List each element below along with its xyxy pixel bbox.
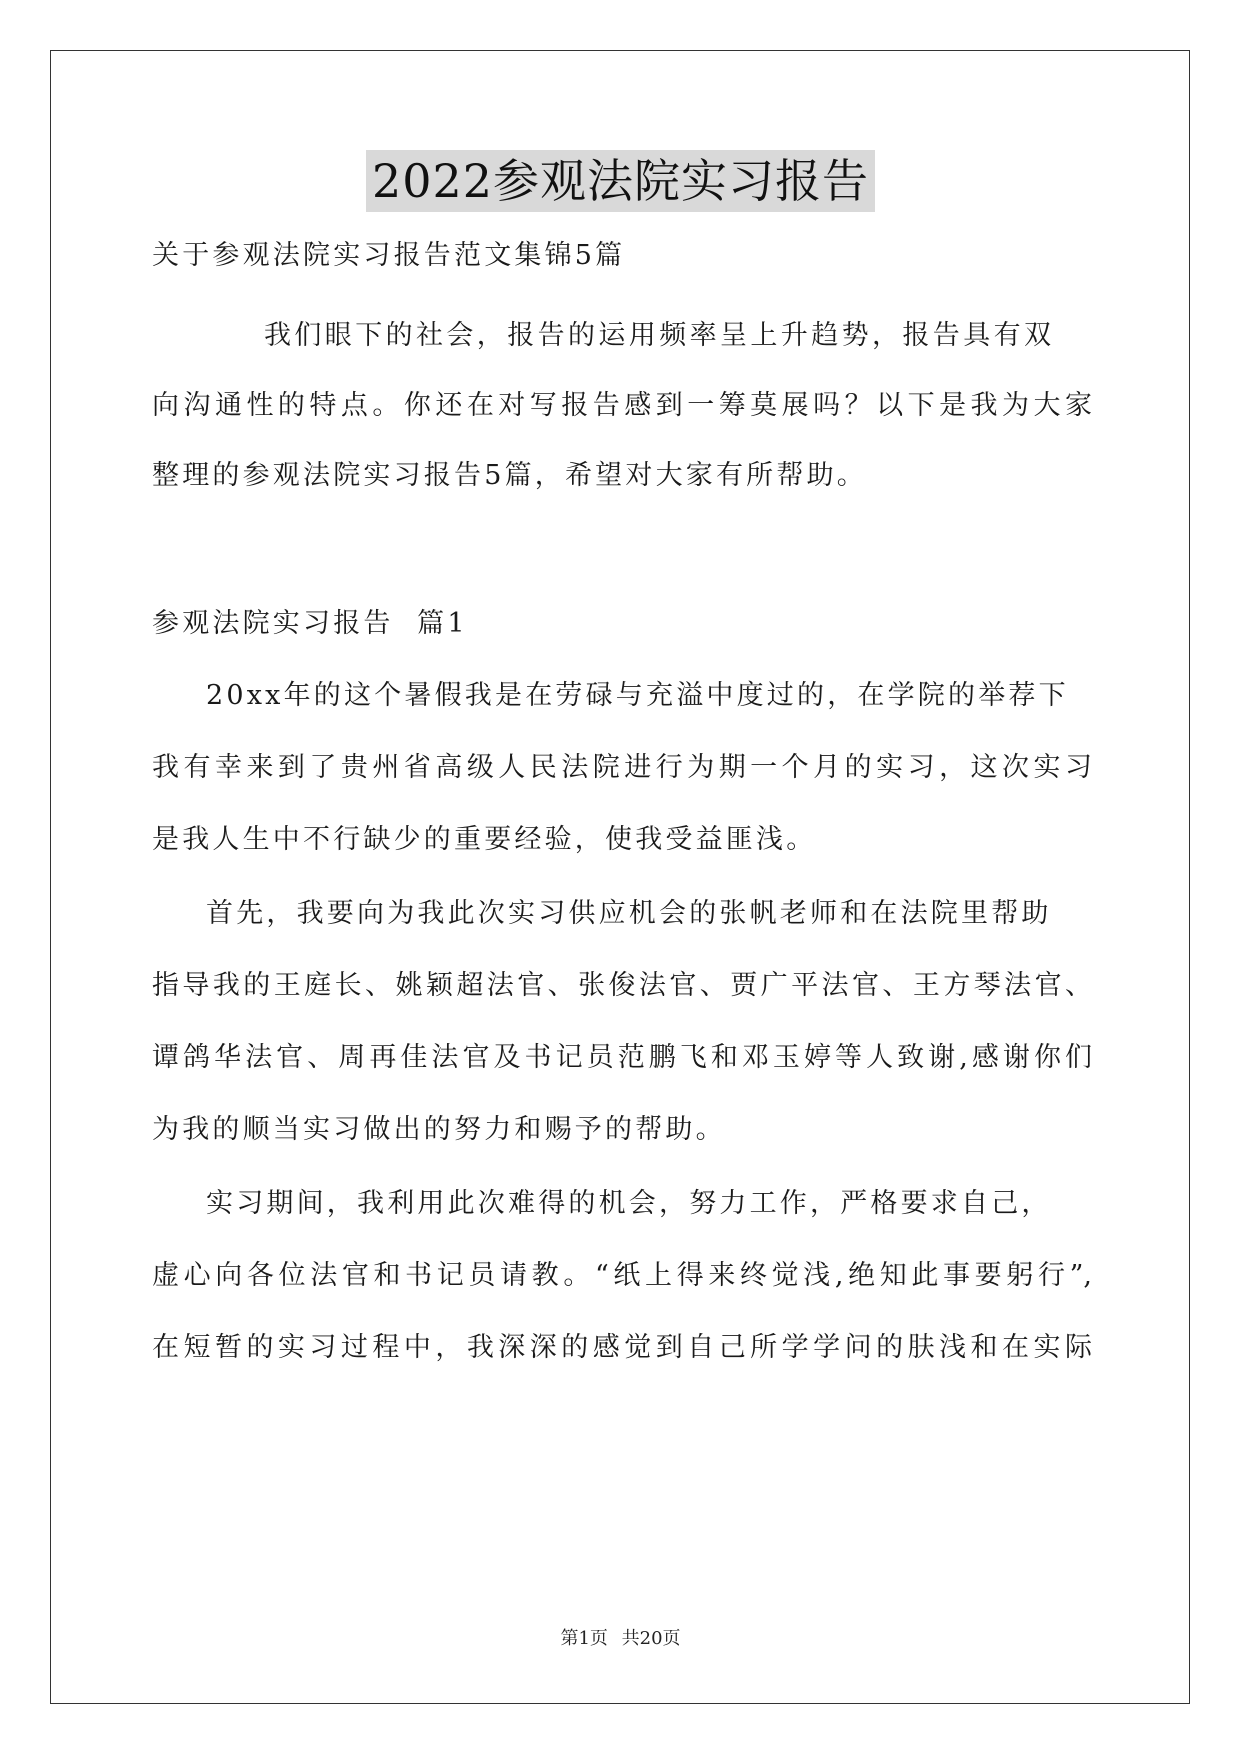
body-line: 20xx年的这个暑假我是在劳碌与充溢中度过的，在学院的举荐下	[206, 680, 1069, 711]
title-container	[0, 150, 1241, 212]
body-line: 谭鸽华法官、周再佳法官及书记员范鹏飞和邓玉婷等人致谢,感谢你们	[152, 1042, 1092, 1073]
body-line: 为我的顺当实习做出的努力和赐予的帮助。	[152, 1114, 726, 1145]
body-line: 在短暂的实习过程中，我深深的感觉到自己所学学问的肤浅和在实际	[152, 1332, 1092, 1363]
body-line: 我有幸来到了贵州省高级人民法院进行为期一个月的实习，这次实习	[152, 752, 1092, 783]
body-line: 实习期间，我利用此次难得的机会，努力工作，严格要求自己，	[206, 1188, 1052, 1219]
section-heading: 参观法院实习报告 篇1	[152, 608, 468, 639]
intro-line: 整理的参观法院实习报告5篇，希望对大家有所帮助。	[152, 460, 867, 491]
document-subtitle: 关于参观法院实习报告范文集锦5篇	[152, 240, 626, 271]
body-line: 虚心向各位法官和书记员请教。“纸上得来终觉浅,绝知此事要躬行”,	[152, 1260, 1092, 1291]
page-border	[50, 50, 1190, 1704]
page-footer	[0, 1627, 1241, 1651]
page-number: 第1页	[560, 1628, 608, 1649]
body-line: 首先，我要向为我此次实习供应机会的张帆老师和在法院里帮助	[206, 898, 1052, 929]
page-total: 共20页	[621, 1628, 681, 1649]
body-line: 指导我的王庭长、姚颖超法官、张俊法官、贾广平法官、王方琴法官、	[152, 970, 1092, 1001]
intro-line: 我们眼下的社会，报告的运用频率呈上升趋势，报告具有双	[264, 320, 1055, 351]
body-line: 是我人生中不行缺少的重要经验，使我受益匪浅。	[152, 824, 817, 855]
intro-line: 向沟通性的特点。你还在对写报告感到一筹莫展吗？以下是我为大家	[152, 390, 1092, 421]
document-title: 2022参观法院实习报告	[366, 150, 875, 212]
